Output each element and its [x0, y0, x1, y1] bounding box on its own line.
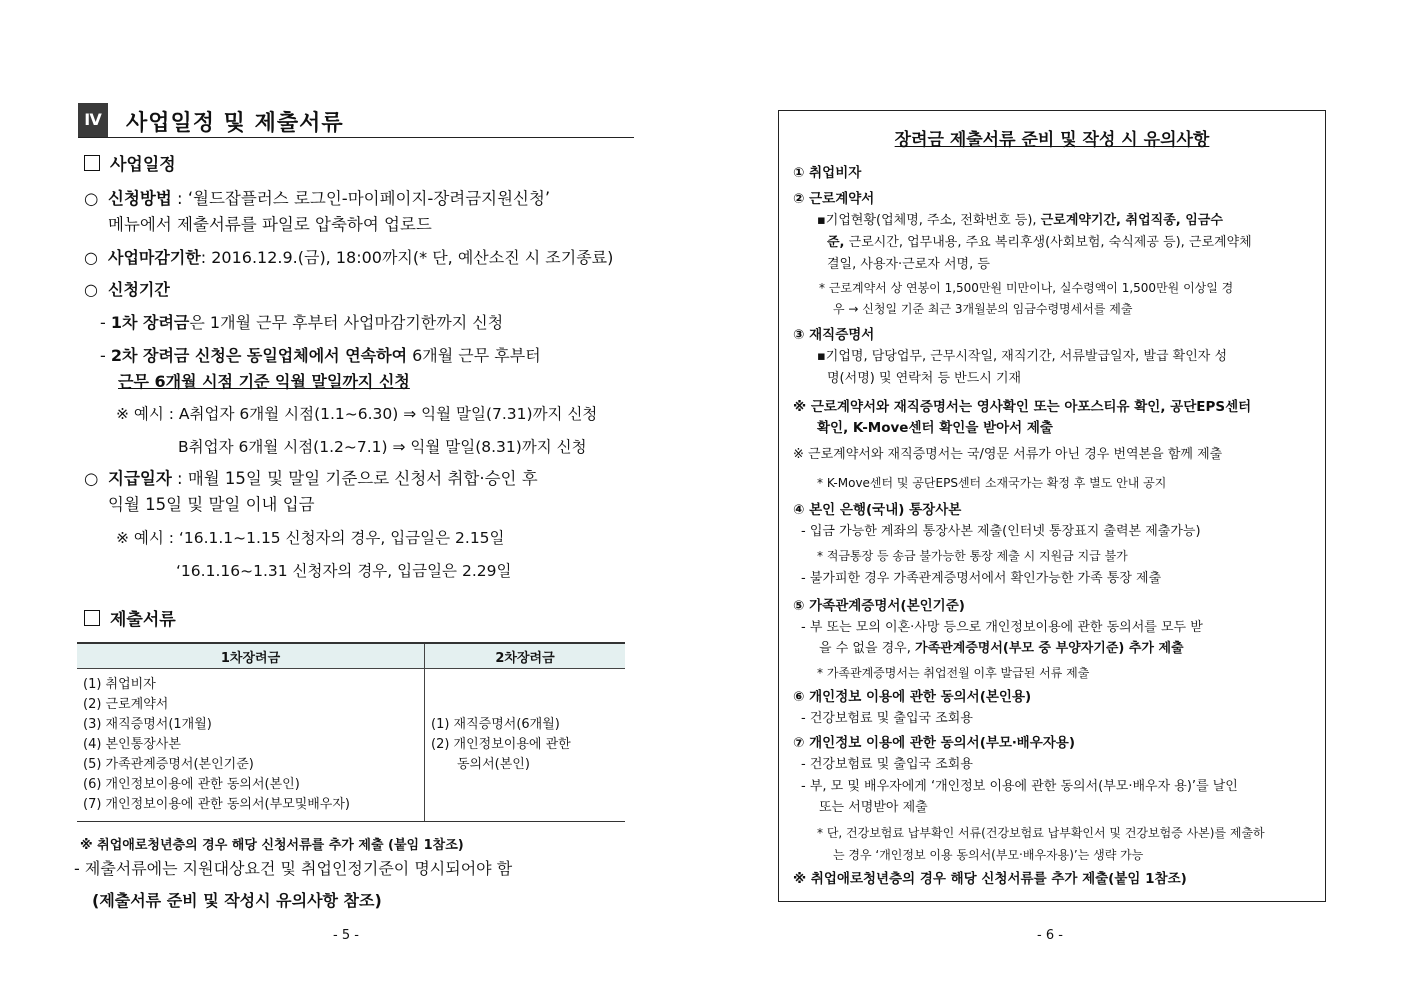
schedule-heading: 사업일정 — [84, 154, 176, 176]
table-header-row — [77, 643, 625, 669]
list-item: (1) 재직증명서(6개월) — [431, 717, 560, 732]
note-additional: ※ 취업애로청년층의 경우 해당 신청서류를 추가 제출(붙임 1참조) — [793, 871, 1187, 887]
docs-heading: 제출서류 — [84, 609, 176, 631]
docs-note-ref: (제출서류 준비 및 작성시 유의사항 참조) — [92, 891, 382, 910]
contract-bullet-3: 결일, 사용자‧근로자 서명, 등 — [827, 257, 990, 272]
right-page — [700, 0, 1403, 992]
table-header-first: 1차장려금 — [77, 643, 425, 669]
note-kmove: * K-Move센터 및 공단EPS센터 소재국가는 확정 후 별도 안내 공지 — [817, 476, 1167, 490]
list-item: (2) 개인정보이용에 관한 — [431, 737, 571, 752]
item-consent-family: ⑦ 개인정보 이용에 관한 동의서(부모‧배우자용) — [793, 735, 1076, 751]
period-second-2: 근무 6개월 시점 기준 익월 말일까지 신청 — [118, 372, 410, 391]
item-employment-cert: ③ 재직증명서 — [793, 327, 875, 343]
cert-bullet-2: 명(서명) 및 연락처 등 반드시 기재 — [827, 371, 1022, 386]
cert-bullet: ▪기업명, 담당업무, 근무시작일, 재직기간, 서류발급일자, 발급 확인자 성 — [817, 349, 1228, 364]
list-item: 동의서(본인) — [457, 757, 530, 772]
consent-family-note-2: 는 경우 ‘개인정보 이용 동의서(부모‧배우자용)’는 생략 가능 — [833, 848, 1144, 862]
list-item: (2) 근로계약서 — [83, 697, 169, 712]
page-number-left: - 5 - — [333, 928, 359, 943]
example-a: ※ 예시 : A취업자 6개월 시점(1.1~6.30) ⇒ 익월 말일(7.31)까지 신청 — [116, 405, 598, 423]
second-docs-cell — [425, 669, 626, 822]
section-title: 사업일정 및 제출서류 — [126, 111, 344, 136]
example-d: ‘16.1.16~1.31 신청자의 경우, 입금일은 2.29일 — [176, 562, 512, 580]
page-number-right: - 6 - — [1037, 928, 1063, 943]
section-number: Ⅳ — [78, 103, 108, 137]
period-line: ○ 신청기간 — [84, 280, 170, 299]
list-item: (4) 본인통장사본 — [83, 737, 181, 752]
first-docs-cell — [77, 669, 425, 822]
example-b: B취업자 6개월 시점(1.2~7.1) ⇒ 익월 말일(8.31)까지 신청 — [178, 438, 587, 456]
example-c: ※ 예시 : ‘16.1.1~1.15 신청자의 경우, 입금일은 2.15일 — [116, 529, 505, 547]
left-page — [0, 0, 700, 992]
docs-note: - 제출서류에는 지원대상요건 및 취업인정기준이 명시되어야 함 — [74, 859, 513, 878]
item-family-cert: ⑤ 가족관계증명서(본인기준) — [793, 598, 965, 614]
docs-footnote: ※ 취업애로청년층의 경우 해당 신청서류를 추가 제출 (붙임 1참조) — [80, 838, 464, 853]
square-bullet-icon — [84, 155, 100, 171]
period-first: - 1차 장려금은 1개월 근무 후부터 사업마감기한까지 신청 — [100, 313, 504, 332]
contract-note-2: 우 → 신청일 기준 최근 3개월분의 임금수령명세서를 제출 — [833, 302, 1133, 316]
contract-note: * 근로계약서 상 연봉이 1,500만원 미만이나, 실수령액이 1,500만원 이상일 경 — [819, 281, 1234, 295]
note-translation: ※ 근로계약서와 재직증명서는 국/영문 서류가 아닌 경우 번역본을 함께 제출 — [793, 447, 1223, 462]
method-line: ○ 신청방법 : ‘월드잡플러스 로그인-마이페이지-장려금지원신청’ — [84, 189, 551, 208]
consent-self-line: - 건강보험료 및 출입국 조회용 — [801, 711, 973, 726]
bank-line: - 입금 가능한 계좌의 통장사본 제출(인터넷 통장표지 출력본 제출가능) — [801, 524, 1201, 539]
contract-bullet: ▪기업현황(업체명, 주소, 전화번호 등), 근로계약기간, 취업직종, 임금수 — [817, 213, 1223, 228]
note-consular: ※ 근로계약서와 재직증명서는 영사확인 또는 아포스티유 확인, 공단EPS센터 — [793, 399, 1252, 415]
consent-family-line: - 건강보험료 및 출입국 조회용 — [801, 757, 973, 772]
item-bank: ④ 본인 은행(국내) 통장사본 — [793, 502, 962, 518]
period-second: - 2차 장려금 신청은 동일업체에서 연속하여 6개월 근무 후부터 — [100, 346, 541, 365]
circle-bullet-icon: ○ — [84, 280, 98, 299]
item-contract: ② 근로계약서 — [793, 191, 875, 207]
consent-family-line-2: - 부, 모 및 배우자에게 ‘개인정보 이용에 관한 동의서(부모‧배우자 용)’를 날인 — [801, 779, 1238, 794]
note-consular-2: 확인, K-Move센터 확인을 받아서 제출 — [817, 420, 1053, 436]
notes-box — [778, 110, 1326, 902]
list-item: (5) 가족관계증명서(본인기준) — [83, 757, 254, 772]
consent-family-note: * 단, 건강보험료 납부확인 서류(건강보험료 납부확인서 및 건강보험증 사본)를 제출하 — [817, 826, 1265, 840]
list-item: (1) 취업비자 — [83, 677, 156, 692]
docs-table — [77, 642, 625, 822]
item-visa: ① 취업비자 — [793, 165, 862, 181]
family-line-2: 을 수 없을 경우, 가족관계증명서(부모 중 부양자기준) 추가 제출 — [819, 641, 1184, 656]
pay-line: ○ 지급일자 : 매월 15일 및 말일 기준으로 신청서 취합‧승인 후 — [84, 469, 538, 488]
square-bullet-icon — [84, 610, 100, 626]
list-item: (7) 개인정보이용에 관한 동의서(부모및배우자) — [83, 797, 350, 812]
table-header-second: 2차장려금 — [425, 643, 626, 669]
circle-bullet-icon: ○ — [84, 248, 98, 267]
notes-title: 장려금 제출서류 준비 및 작성 시 유의사항 — [894, 130, 1210, 150]
list-item: (3) 재직증명서(1개월) — [83, 717, 212, 732]
consent-family-line-3: 또는 서명받아 제출 — [819, 800, 928, 815]
circle-bullet-icon: ○ — [84, 189, 99, 208]
bank-line-2: - 불가피한 경우 가족관계증명서에서 확인가능한 가족 통장 제출 — [801, 571, 1162, 586]
list-item: (6) 개인정보이용에 관한 동의서(본인) — [83, 777, 300, 792]
family-note: * 가족관계증명서는 취업전월 이후 발급된 서류 제출 — [817, 666, 1090, 680]
item-consent-self: ⑥ 개인정보 이용에 관한 동의서(본인용) — [793, 689, 1032, 705]
contract-bullet-2: 준, 근로시간, 업무내용, 주요 복리후생(사회보험, 숙식제공 등), 근로계약체 — [827, 235, 1252, 250]
pay-line-2: 익월 15일 및 말일 이내 입금 — [108, 495, 315, 514]
deadline-line: ○ 사업마감기한: 2016.12.9.(금), 18:00까지(* 단, 예산소진 시 조기종료) — [84, 248, 614, 267]
circle-bullet-icon: ○ — [84, 469, 99, 488]
bank-note: * 적금통장 등 송금 불가능한 통장 제출 시 지원금 지급 불가 — [817, 549, 1128, 563]
section-header — [78, 103, 634, 138]
family-line: - 부 또는 모의 이혼‧사망 등으로 개인정보이용에 관한 동의서를 모두 받 — [801, 620, 1203, 635]
method-line-2: 메뉴에서 제출서류를 파일로 압축하여 업로드 — [108, 215, 432, 234]
table-row — [77, 669, 625, 822]
